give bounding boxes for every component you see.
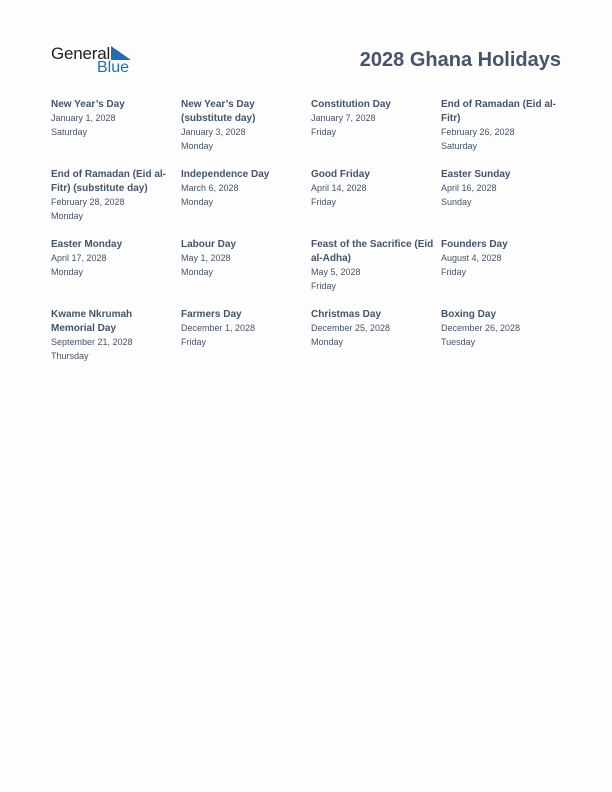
holiday-name: New Year’s Day xyxy=(51,99,125,110)
holiday-date: February 28, 2028 xyxy=(51,197,125,207)
holiday-weekday: Sunday xyxy=(441,196,472,207)
holiday-weekday: Monday xyxy=(51,266,84,277)
holiday-item xyxy=(51,238,181,308)
logo-text-general: General xyxy=(51,44,111,63)
holiday-name: Founders Day xyxy=(441,239,508,250)
logo-triangle-icon xyxy=(111,46,131,60)
holiday-item xyxy=(441,98,571,168)
holiday-name: Easter Monday xyxy=(51,239,123,250)
holiday-date: May 5, 2028 xyxy=(311,267,361,277)
holiday-name: Easter Sunday xyxy=(441,169,511,180)
holiday-item xyxy=(181,98,311,168)
holiday-weekday: Tuesday xyxy=(441,336,476,347)
holiday-grid xyxy=(51,98,571,378)
holiday-item xyxy=(181,308,311,378)
holiday-date: January 1, 2028 xyxy=(51,113,116,123)
holiday-name: Constitution Day xyxy=(311,99,391,110)
holiday-date: March 6, 2028 xyxy=(181,183,239,193)
holiday-date: December 26, 2028 xyxy=(441,323,521,333)
holiday-date: December 1, 2028 xyxy=(181,323,256,333)
holiday-weekday: Friday xyxy=(311,280,337,291)
holiday-name: End of Ramadan (Eid al-Fitr) (substitute day) xyxy=(51,169,167,194)
holiday-weekday: Monday xyxy=(181,266,214,277)
holiday-name: End of Ramadan (Eid al-Fitr) xyxy=(441,99,557,124)
holiday-item xyxy=(181,238,311,308)
holiday-name: Feast of the Sacrifice (Eid al-Adha) xyxy=(311,239,434,264)
holiday-item xyxy=(311,168,441,238)
holiday-date: February 26, 2028 xyxy=(441,127,515,137)
holiday-weekday: Monday xyxy=(181,196,214,207)
holiday-item xyxy=(51,168,181,238)
holiday-date: January 3, 2028 xyxy=(181,127,246,137)
holiday-date: December 25, 2028 xyxy=(311,323,391,333)
holiday-item xyxy=(441,308,571,378)
holiday-weekday: Monday xyxy=(51,210,84,221)
holiday-item xyxy=(311,98,441,168)
holiday-weekday: Monday xyxy=(181,140,214,151)
holiday-date: September 21, 2028 xyxy=(51,337,133,347)
holiday-name: New Year’s Day (substitute day) xyxy=(181,99,256,124)
holiday-item xyxy=(311,238,441,308)
holiday-name: Christmas Day xyxy=(311,309,382,320)
page-title: 2028 Ghana Holidays xyxy=(359,49,561,71)
holiday-weekday: Monday xyxy=(311,336,344,347)
holiday-weekday: Friday xyxy=(181,336,207,347)
holiday-date: April 17, 2028 xyxy=(51,253,107,263)
holiday-item xyxy=(51,98,181,168)
holiday-weekday: Friday xyxy=(441,266,467,277)
holiday-item xyxy=(441,168,571,238)
holiday-date: April 14, 2028 xyxy=(311,183,367,193)
holiday-item xyxy=(181,168,311,238)
holiday-date: May 1, 2028 xyxy=(181,253,231,263)
holiday-name: Boxing Day xyxy=(441,309,497,320)
holiday-weekday: Thursday xyxy=(51,350,89,361)
holiday-name: Good Friday xyxy=(311,169,370,180)
holiday-weekday: Friday xyxy=(311,196,337,207)
holiday-name: Labour Day xyxy=(181,239,237,250)
generalblue-logo xyxy=(51,44,141,78)
holiday-item xyxy=(51,308,181,378)
holiday-weekday: Saturday xyxy=(441,140,478,151)
holiday-date: April 16, 2028 xyxy=(441,183,497,193)
holiday-name: Farmers Day xyxy=(181,309,242,320)
holiday-date: January 7, 2028 xyxy=(311,113,376,123)
holiday-name: Kwame Nkrumah Memorial Day xyxy=(51,309,133,334)
logo-text-blue: Blue xyxy=(97,59,130,76)
holiday-name: Independence Day xyxy=(181,169,270,180)
holiday-weekday: Friday xyxy=(311,126,337,137)
holiday-date: August 4, 2028 xyxy=(441,253,502,263)
holiday-item xyxy=(441,238,571,308)
holiday-item xyxy=(311,308,441,378)
holiday-weekday: Saturday xyxy=(51,126,88,137)
